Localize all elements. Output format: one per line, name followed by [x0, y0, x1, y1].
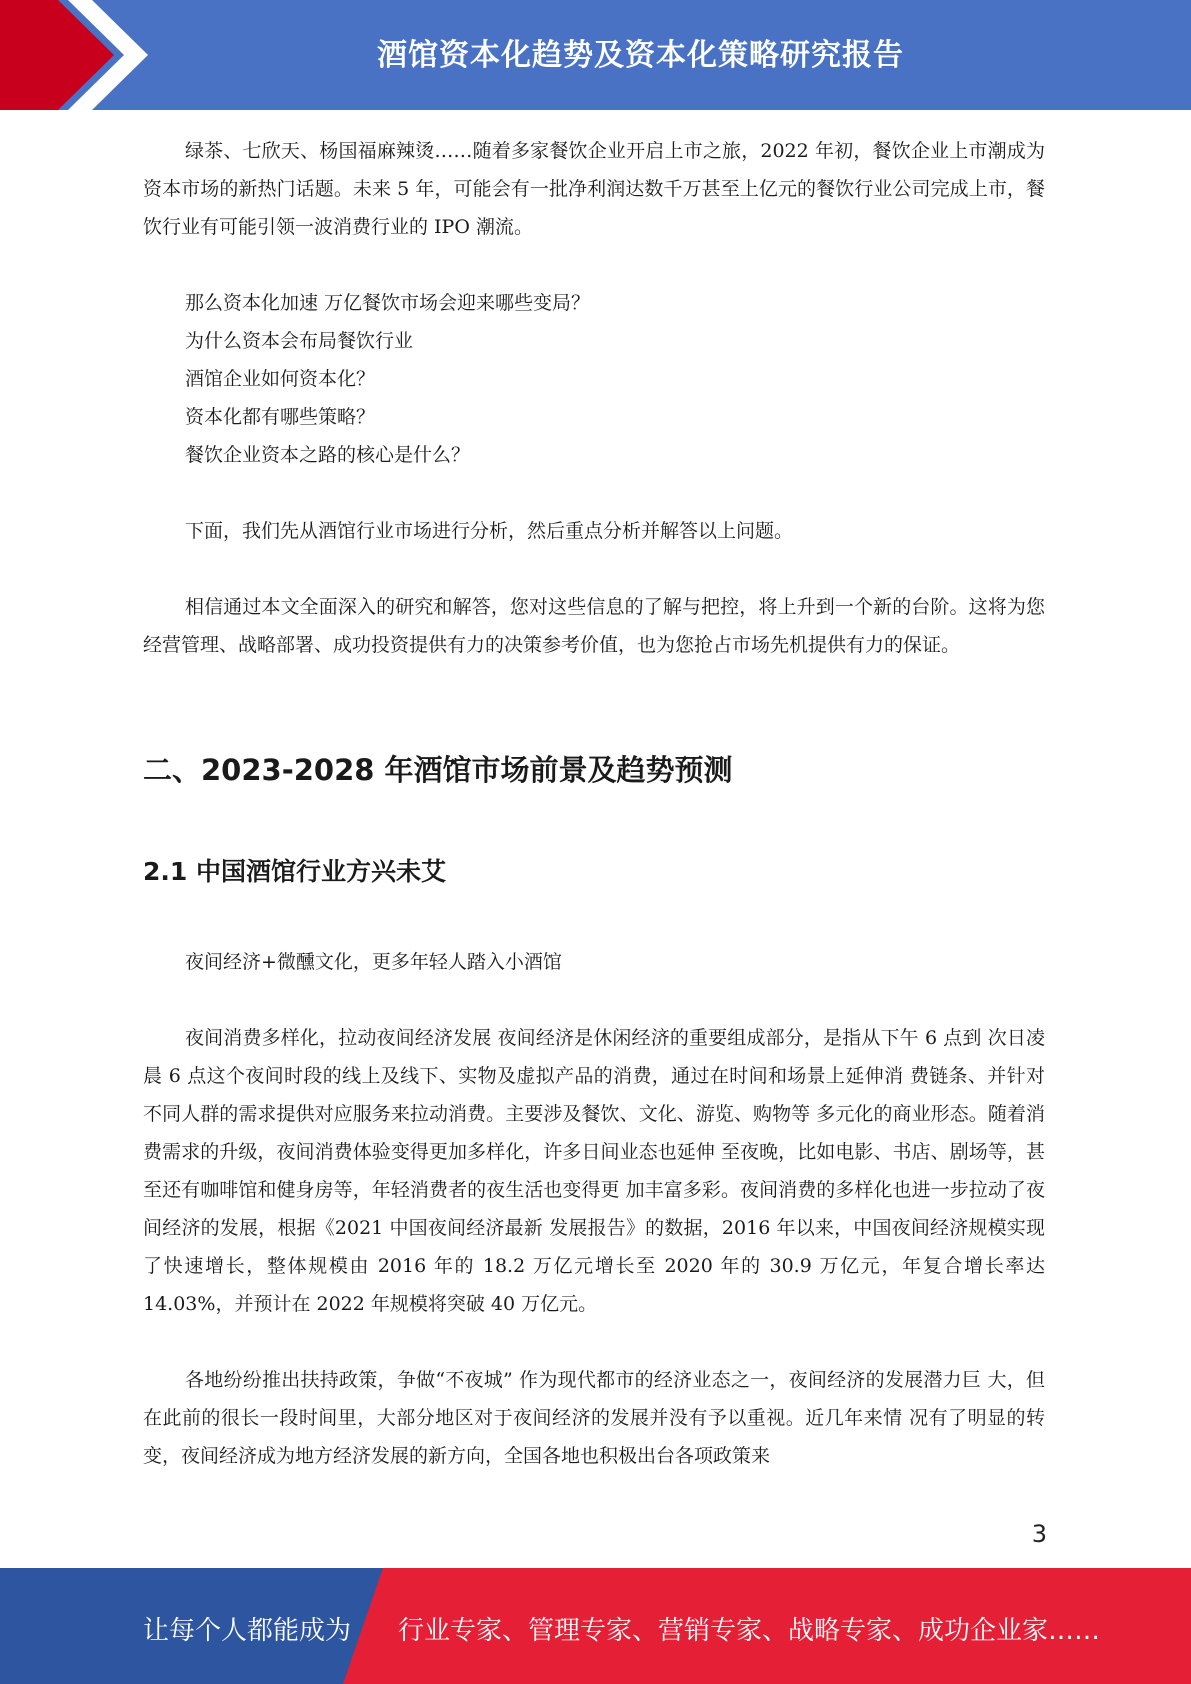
body-paragraph: 夜间经济+微醺文化，更多年轻人踏入小酒馆: [185, 951, 562, 973]
footer-slogan-right: 行业专家、管理专家、营销专家、战略专家、成功企业家……: [398, 1616, 1101, 1646]
intro-section: [143, 132, 1045, 664]
question-item: 那么资本化加速 万亿餐饮市场会迎来哪些变局？: [185, 292, 591, 314]
question-item: 酒馆企业如何资本化？: [185, 368, 376, 390]
intro-paragraph: 下面，我们先从酒馆行业市场进行分析，然后重点分析并解答以上问题。: [185, 520, 794, 542]
footer-slogan-left: 让每个人都能成为: [143, 1616, 352, 1646]
question-item: 资本化都有哪些策略？: [185, 406, 376, 428]
page-header: [0, 0, 1191, 110]
section-subheading: 2.1 中国酒馆行业方兴未艾: [143, 857, 446, 886]
body-paragraph: 各地纷纷推出扶持政策，争做“不夜城” 作为现代都市的经济业态之一，夜间经济的发展潜力巨 大，但在此前的很长一段时间里，大部分地区对于夜间经济的发展并没有予以重视。近几年来情 况有了明显的转变，夜间经济成为地方经济发展的新方向，全国各地也积极出台各项政策来: [143, 1369, 1045, 1467]
intro-paragraph: 相信通过本文全面深入的研究和解答，您对这些信息的了解与把控，将上升到一个新的台阶。这将为您经营管理、战略部署、成功投资提供有力的决策参考价值，也为您抢占市场先机提供有力的保证。: [143, 596, 1045, 656]
report-title: 酒馆资本化趋势及资本化策略研究报告: [377, 38, 904, 73]
page-number: 3: [1031, 1520, 1047, 1548]
section-heading: 二、2023-2028 年酒馆市场前景及趋势预测: [143, 753, 733, 787]
body-paragraph: 夜间消费多样化，拉动夜间经济发展 夜间经济是休闲经济的重要组成部分，是指从下午 6 点到 次日凌晨 6 点这个夜间时段的线上及线下、实物及虚拟产品的消费，通过在时间和场景上延伸消 费链条、并针对不同人群的需求提供对应服务来拉动消费。主要涉及餐饮、文化、游览、购物等 多元化的商业形态。随着消费需求的升级，夜间消费体验变得更加多样化，许多日间业态也延伸 至夜晚，比如电影、书店、剧场等，甚至还有咖啡馆和健身房等，年轻消费者的夜生活也变得更 加丰富多彩。夜间消费的多样化也进一步拉动了夜间经济的发展，根据《2021 中国夜间经济最新 发展报告》的数据，2016 年以来，中国夜间经济规模实现了快速增长，整体规模由 2016 年的 18.2 万亿元增长至 2020 年的 30.9 万亿元，年复合增长率达 14.03%，并预计在 2022 年规模将突破 40 万亿元。: [143, 1027, 1045, 1315]
question-item: 餐饮企业资本之路的核心是什么？: [185, 444, 471, 466]
intro-paragraph: 绿茶、七欣天、杨国福麻辣烫……随着多家餐饮企业开启上市之旅，2022 年初，餐饮企业上市潮成为资本市场的新热门话题。未来 5 年，可能会有一批净利润达数千万甚至上亿元的餐饮行业公司完成上市，餐饮行业有可能引领一波消费行业的 IPO 潮流。: [143, 140, 1045, 238]
page-footer: [0, 1568, 1191, 1684]
section-body: [143, 943, 1045, 1475]
question-item: 为什么资本会布局餐饮行业: [185, 330, 414, 352]
